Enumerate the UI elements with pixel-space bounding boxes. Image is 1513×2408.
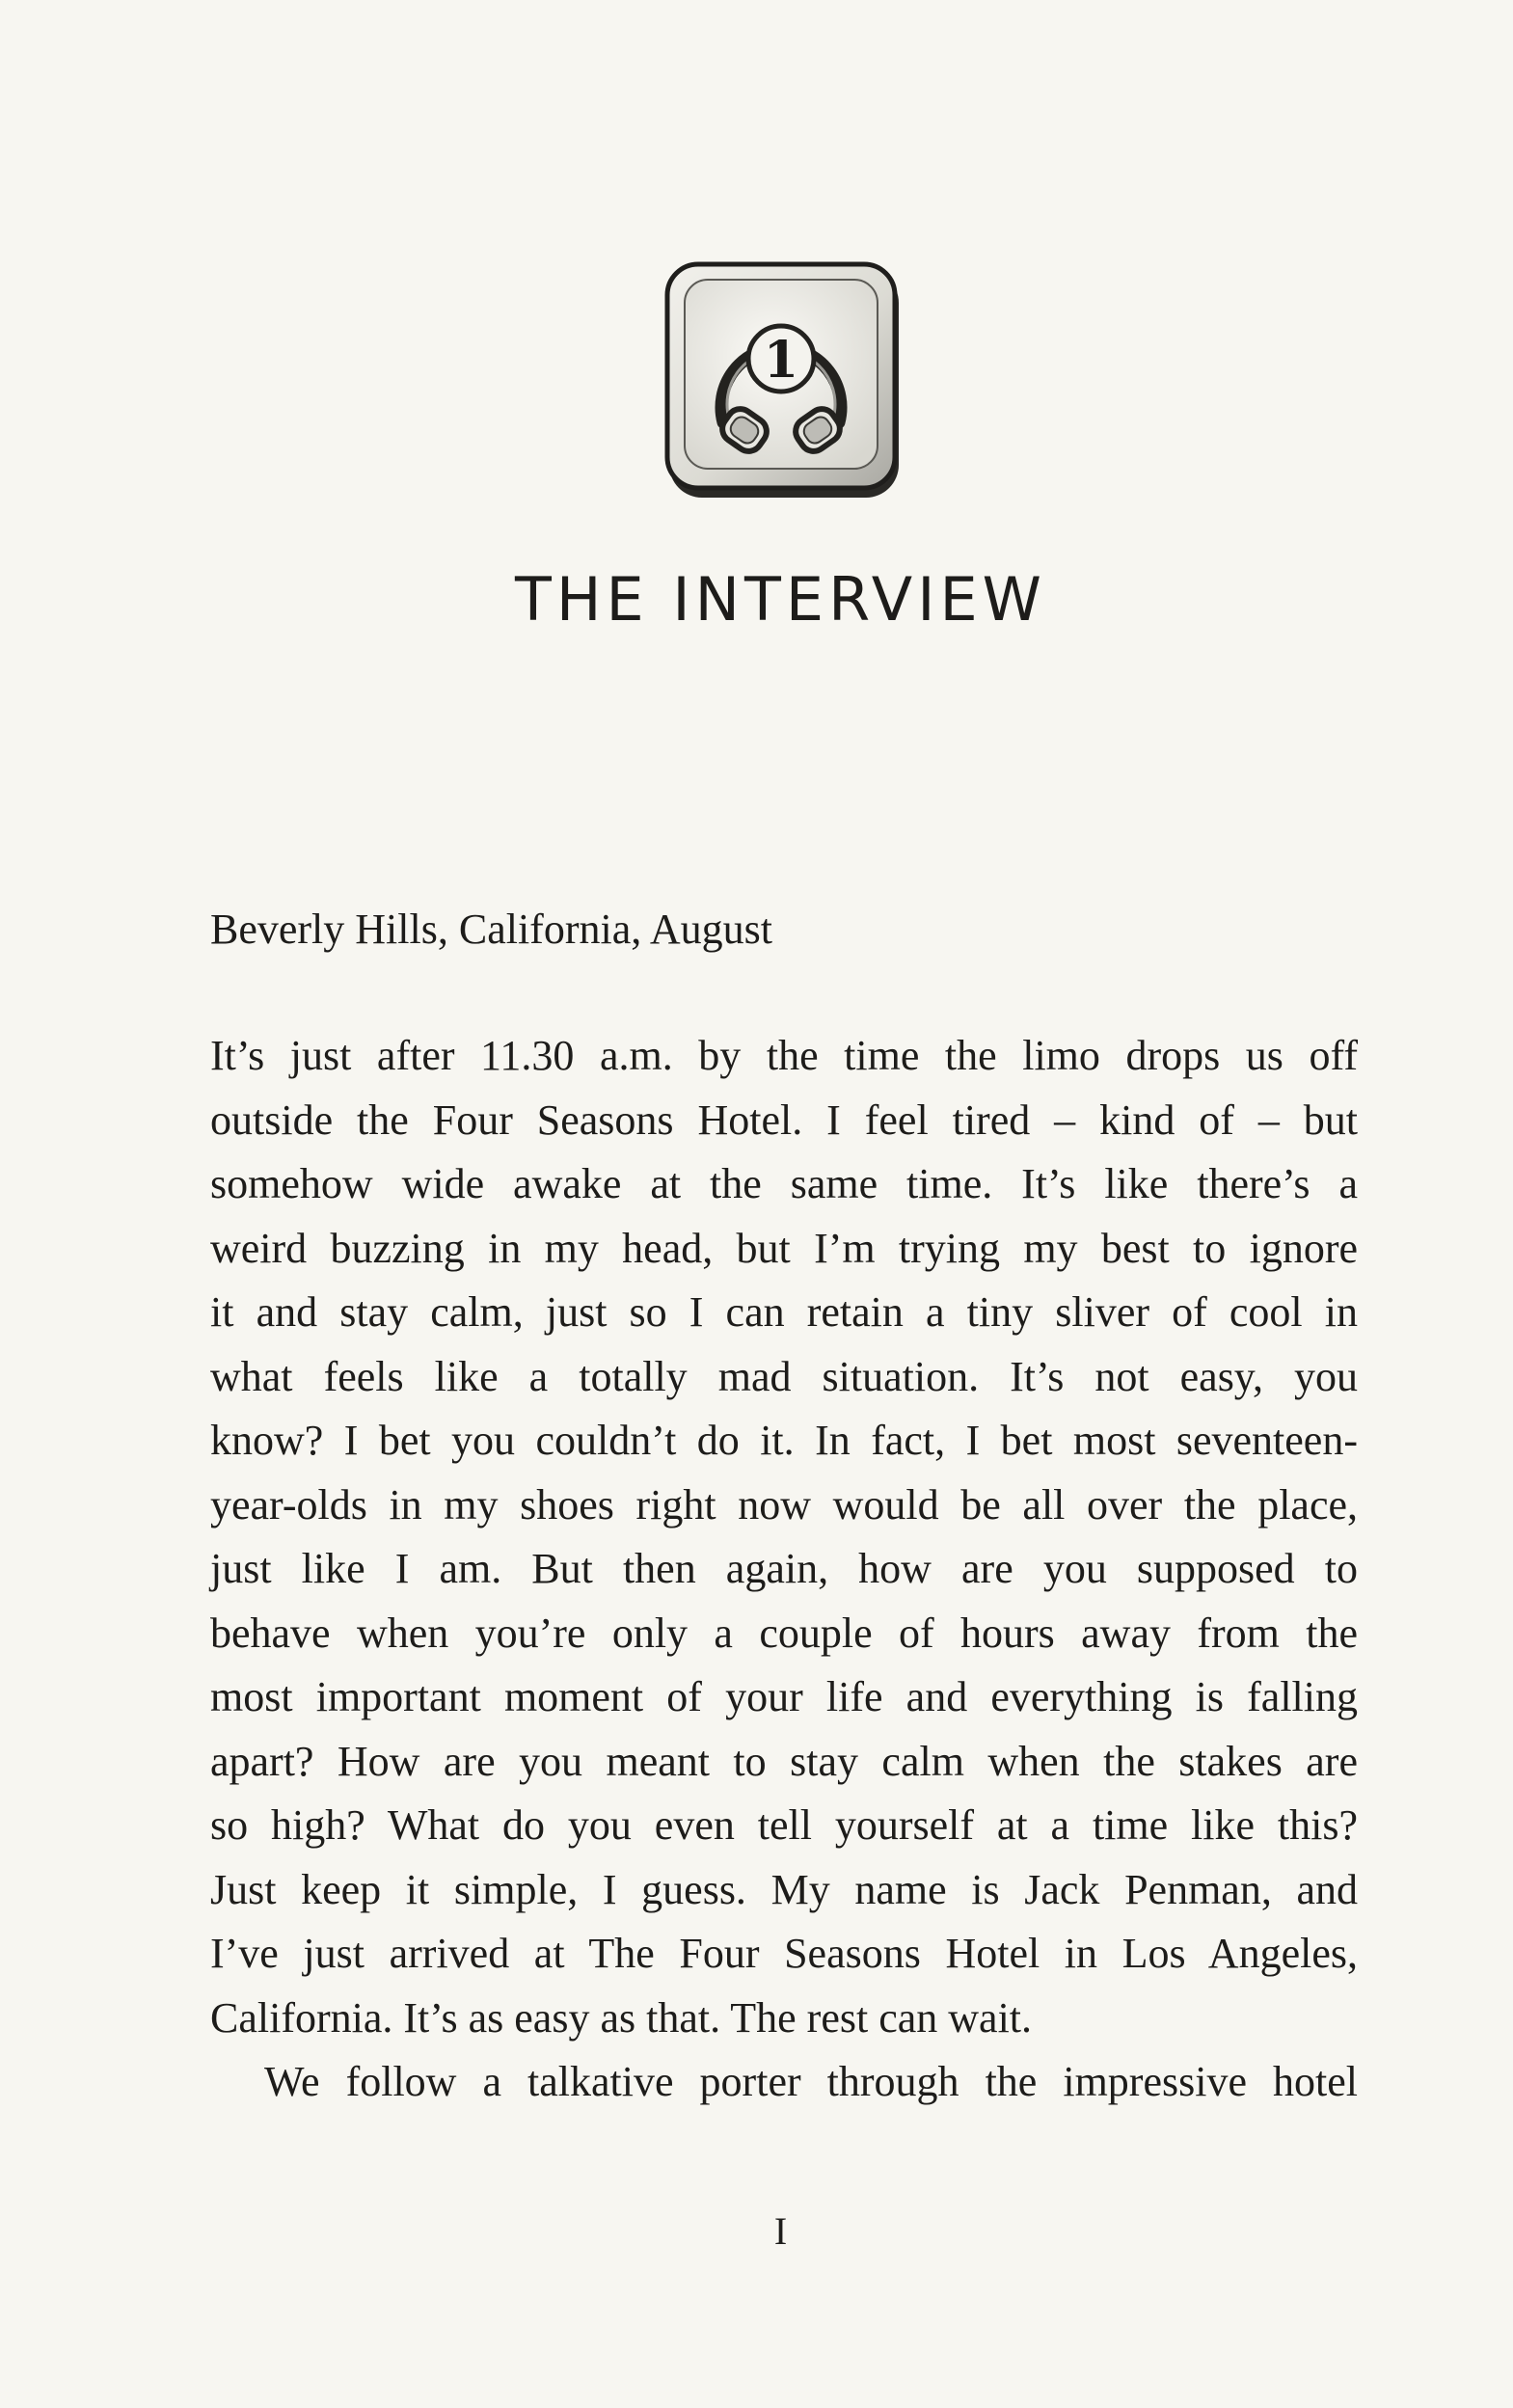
- text-line: what feels like a totally mad situation. It’s not easy, you: [210, 1352, 1358, 1400]
- chapter-number: 1: [763, 331, 799, 390]
- text-line: outside the Four Seasons Hotel. I feel tired – kind of – but: [210, 1096, 1358, 1144]
- text-line: year-olds in my shoes right now would be all over the place,: [210, 1480, 1358, 1529]
- text-line: weird buzzing in my head, but I’m trying my best to ignore: [210, 1224, 1358, 1272]
- text-line: We follow a talkative porter through the impressive hotel: [264, 2058, 1358, 2105]
- page-number: I: [773, 2209, 788, 2253]
- text-line: somehow wide awake at the same time. It’s like there’s a: [210, 1160, 1358, 1207]
- chapter-title: THE INTERVIEW: [515, 564, 1046, 635]
- text-line: it and stay calm, just so I can retain a tiny sliver of cool in: [210, 1288, 1358, 1336]
- headphones-icon: [663, 260, 905, 501]
- dateline: Beverly Hills, California, August: [210, 906, 772, 953]
- text-line: so high? What do you even tell yourself at a time like this?: [210, 1801, 1358, 1849]
- text-line: California. It’s as easy as that. The rest can wait.: [210, 1993, 1033, 2042]
- text-line: apart? How are you meant to stay calm when the stakes are: [210, 1737, 1358, 1785]
- text-line: It’s just after 11.30 a.m. by the time the limo drops us off: [210, 1032, 1358, 1079]
- chapter-badge: [663, 260, 905, 501]
- text-line: most important moment of your life and everything is falling: [210, 1673, 1358, 1720]
- body-text: [210, 1024, 1358, 2115]
- text-line: just like I am. But then again, how are you supposed to: [210, 1545, 1358, 1592]
- text-line: I’ve just arrived at The Four Seasons Hotel in Los Angeles,: [210, 1930, 1358, 1977]
- text-line: know? I bet you couldn’t do it. In fact, I bet most seventeen-: [210, 1417, 1358, 1464]
- text-line: Just keep it simple, I guess. My name is Jack Penman, and: [210, 1865, 1358, 1913]
- text-line: behave when you’re only a couple of hours away from the: [210, 1609, 1358, 1657]
